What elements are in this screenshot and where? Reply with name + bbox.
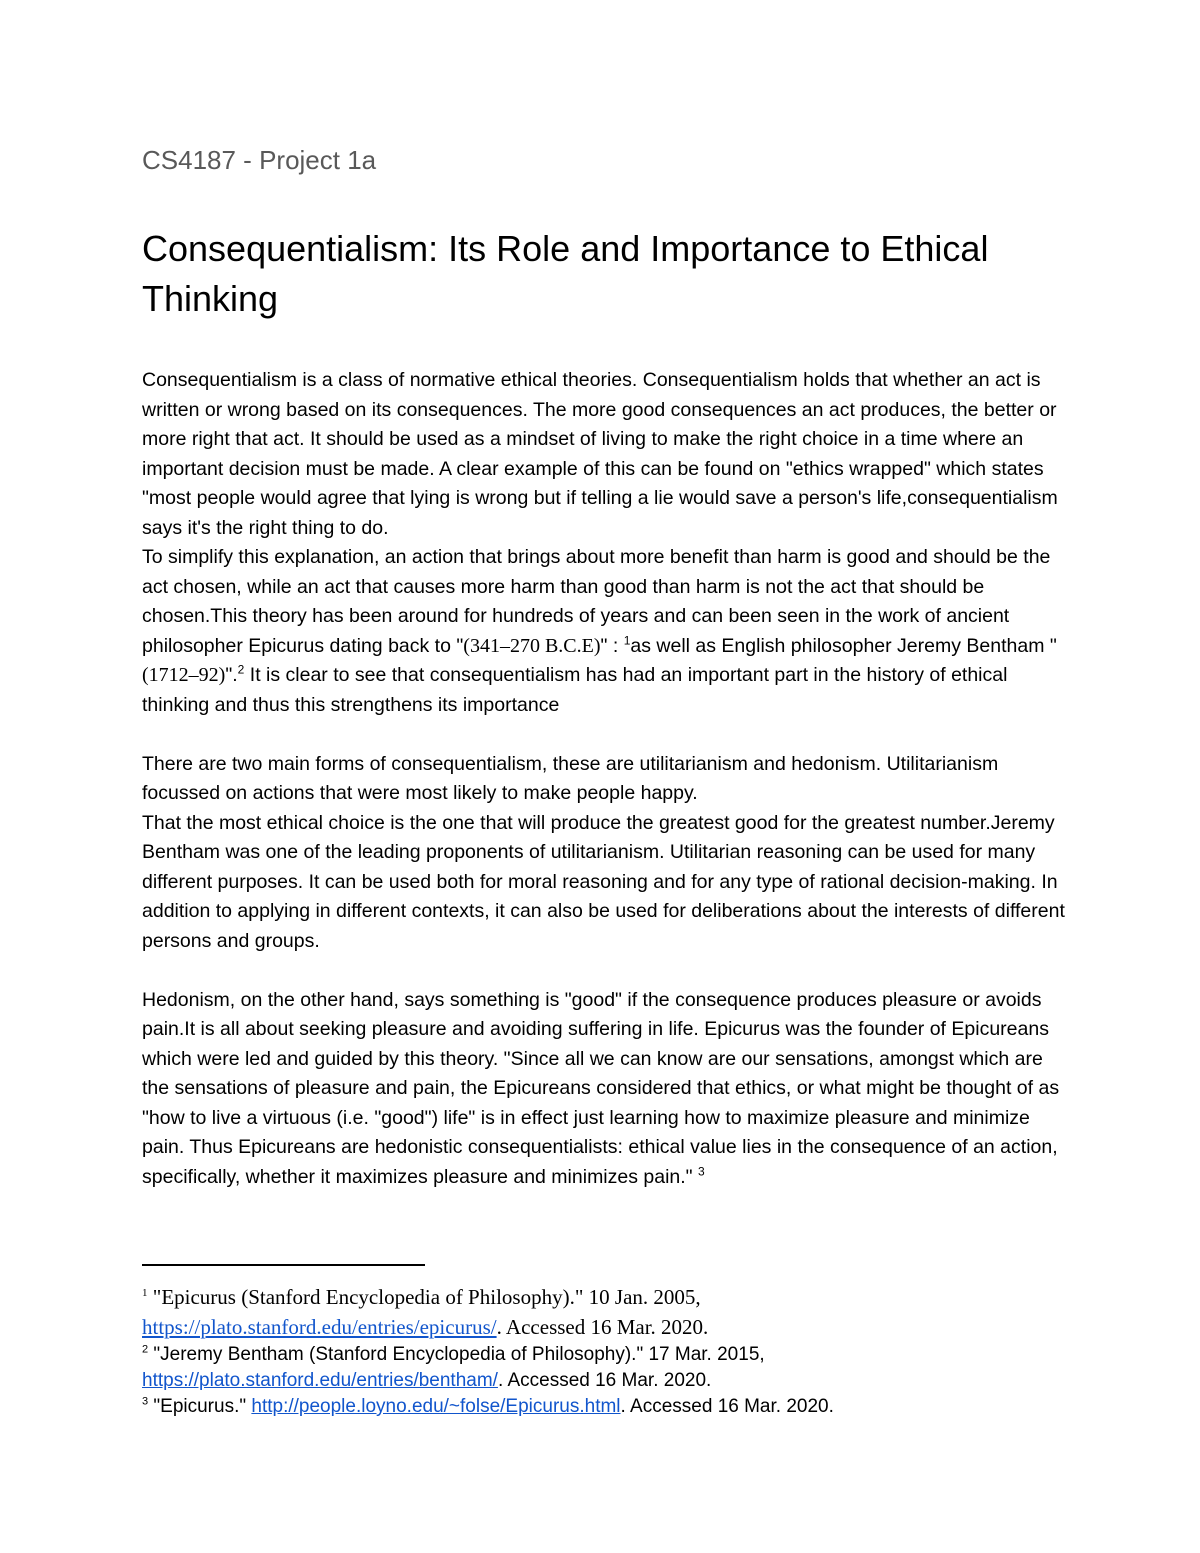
footnote-link[interactable]: https://plato.stanford.edu/entries/bentham/ (142, 1370, 498, 1391)
footnote-ref-1[interactable]: 1 (623, 633, 631, 647)
footnote-suffix: . Accessed 16 Mar. 2020. (496, 1315, 709, 1339)
footnote-text: "Epicurus." (148, 1396, 252, 1417)
paragraph-utilitarianism: That the most ethical choice is the one that will produce the greatest good for the greatest number.Jeremy Bentham was one of the leading proponents of utilitarianism. Utilitarian reasoning can be used for many different purposes. It can be used both for moral reasoning and for any type of rational decision-making. In addition to applying in different contexts, it can also be used for deliberations about the interests of different persons and groups. (142, 811, 1065, 952)
footnote-ref-2[interactable]: 2 (237, 662, 245, 677)
paragraph-history-text-a: To simplify this explanation, an action that brings about more benefit than harm is good and should be the act chosen, while an act that causes more harm than good than harm is not the act that should be chosen.This theory has been around for hundreds of years and can been seen in the work of ancient philosopher Epicurus dating back to " (142, 546, 1051, 657)
footnote-text: "Jeremy Bentham (Stanford Encyclopedia of Philosophy)." 17 Mar. 2015, (148, 1344, 765, 1365)
footnote-number: 3 (142, 1395, 149, 1408)
document-page (142, 140, 1067, 1192)
footnote-suffix: . Accessed 16 Mar. 2020. (620, 1396, 834, 1417)
footnote-link[interactable]: https://plato.stanford.edu/entries/epicurus/ (142, 1315, 497, 1339)
footnote-1 (142, 1282, 1082, 1342)
footnote-ref-3[interactable]: 3 (698, 1164, 705, 1178)
footnote-separator (142, 1264, 425, 1266)
footnote-text: "Epicurus (Stanford Encyclopedia of Philosophy)." 10 Jan. 2005, (147, 1285, 701, 1309)
paragraph-forms: There are two main forms of consequentialism, these are utilitarianism and hedonism. Utilitarianism focussed on actions that were most likely to make people happy. (142, 752, 999, 804)
bentham-dates: (1712–92) (142, 664, 226, 686)
paragraph-gap (142, 956, 1067, 986)
footnote-number: 2 (142, 1343, 149, 1356)
epicurus-dates: (341–270 B.C.E) (463, 634, 601, 657)
footnote-3 (142, 1394, 1082, 1420)
paragraph-intro: Consequentialism is a class of normative ethical theories. Consequentialism holds that whether an act is written or wrong based on its consequences. The more good consequences an act produces, the better or more right that act. It should be used as a mindset of living to make the right choice in a time where an important decision must be made. A clear example of this can be found on "ethics wrapped" which states "most people would agree that lying is wrong but if telling a lie would save a person's life,consequentialism says it's the right thing to do. (142, 369, 1058, 539)
paragraph-gap (142, 720, 1067, 750)
footnote-suffix: . Accessed 16 Mar. 2020. (497, 1370, 712, 1391)
paragraph-history-text-d: ". (225, 664, 238, 686)
footnote-2 (142, 1342, 1082, 1394)
paragraph-history-text-c: as well as English philosopher Jeremy Bentham " (630, 634, 1057, 657)
paragraph-hedonism (142, 986, 1067, 1193)
document-body (142, 366, 1067, 1192)
paragraph-history (142, 543, 1067, 720)
document-title: Consequentialism: Its Role and Importance to Ethical Thinking (142, 228, 989, 319)
paragraph-history-text-e: It is clear to see that consequentialism has had an important part in the history of ethical thinking and thus this strengthens its importance (142, 664, 1008, 716)
footnote-link[interactable]: http://people.loyno.edu/~folse/Epicurus.html (251, 1396, 621, 1417)
paragraph-history-text-b: " : (600, 634, 624, 657)
document-subtitle: CS4187 - Project 1a (142, 145, 377, 175)
footnotes (142, 1282, 1082, 1420)
footnote-number: 1 (142, 1287, 148, 1299)
paragraph-hedonism-text: Hedonism, on the other hand, says something is "good" if the consequence produces pleasure or avoids pain.It is all about seeking pleasure and avoiding suffering in life. Epicurus was the founder of Epicureans which were led and guided by this theory. "Since all we can know are our sensations, amongst which are the sensations of pleasure and pain, the Epicureans considered that ethics, or what might be thought of as "how to live a virtuous (i.e. "good") life" is in effect just learning how to maximize pleasure and minimize pain. Thus Epicureans are hedonistic consequentialists: ethical value lies in the consequence of an action, specifically, whether it maximizes pleasure and minimizes pain." (142, 988, 1060, 1188)
